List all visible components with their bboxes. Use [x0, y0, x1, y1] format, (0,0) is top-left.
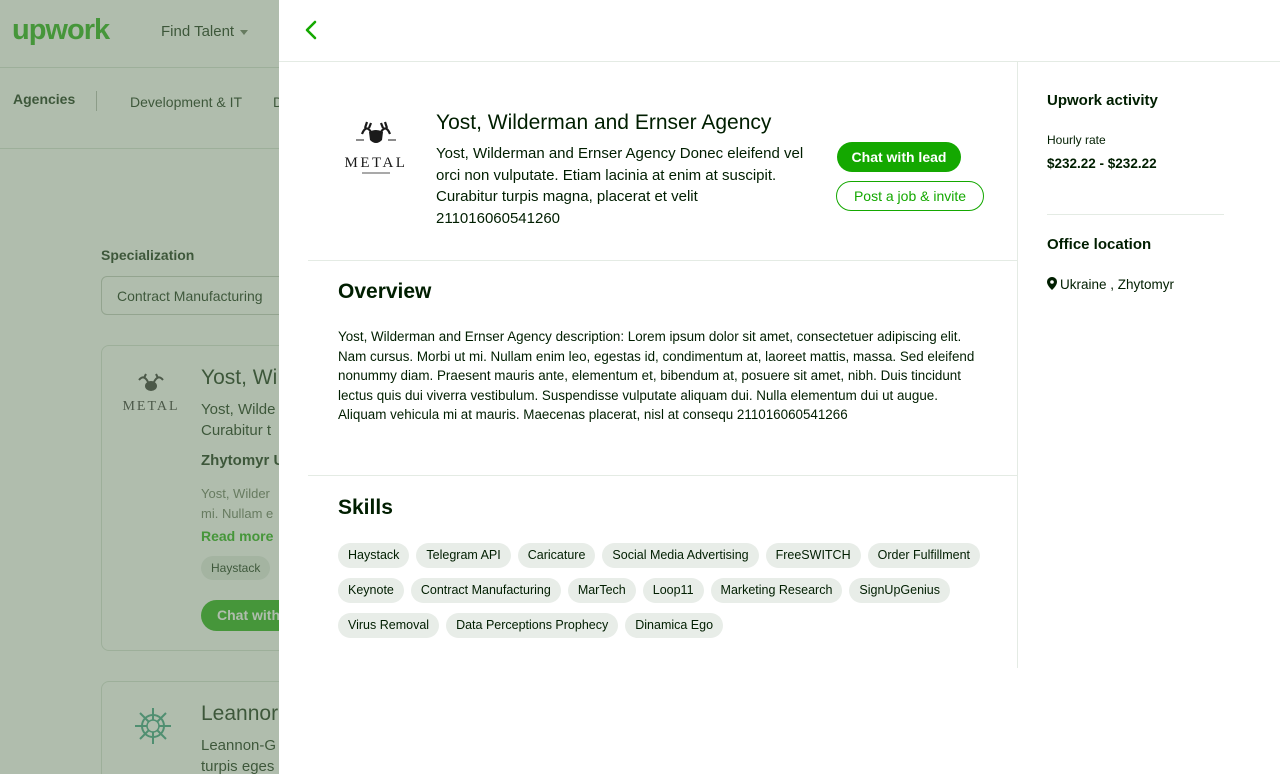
skill-chip[interactable]: Contract Manufacturing: [411, 578, 561, 603]
skill-chip[interactable]: Marketing Research: [711, 578, 843, 603]
skills-heading: Skills: [338, 496, 393, 519]
agency-detail-panel: [279, 0, 1280, 774]
skill-chip[interactable]: Virus Removal: [338, 613, 439, 638]
skill-chip[interactable]: Dinamica Ego: [625, 613, 723, 638]
hourly-rate-value: $232.22 - $232.22: [1047, 156, 1157, 171]
hourly-rate-label: Hourly rate: [1047, 133, 1106, 147]
overview-heading: Overview: [338, 280, 432, 303]
skill-chip[interactable]: Caricature: [518, 543, 596, 568]
agency-description: Yost, Wilderman and Ernser Agency Donec eleifend vel orci non vulputate. Etiam lacinia at enim at suscipit. Curabitur turpis magna, placerat et velit 211016060541260: [436, 145, 804, 227]
sidebar-divider: [1047, 214, 1224, 215]
skill-chip[interactable]: Social Media Advertising: [602, 543, 758, 568]
skill-chip[interactable]: SignUpGenius: [849, 578, 950, 603]
location-pin-icon: [1047, 277, 1057, 290]
agency-main-column: [308, 62, 1018, 668]
skill-chip[interactable]: Order Fulfillment: [868, 543, 980, 568]
office-location-heading: Office location: [1047, 236, 1152, 253]
agency-title: Yost, Wilderman and Ernser Agency: [436, 111, 772, 134]
agency-logo: [336, 110, 416, 190]
moose-logo-icon: [336, 110, 416, 190]
skill-chip[interactable]: Telegram API: [416, 543, 510, 568]
skill-chip[interactable]: MarTech: [568, 578, 636, 603]
upwork-activity-heading: Upwork activity: [1047, 92, 1158, 109]
chat-with-lead-button[interactable]: Chat with lead: [837, 142, 961, 172]
post-job-invite-button[interactable]: Post a job & invite: [836, 181, 984, 211]
skills-list: [338, 543, 998, 638]
agency-sidebar: [1018, 62, 1280, 668]
agency-logo-text: METAL: [344, 155, 408, 171]
skill-chip[interactable]: Keynote: [338, 578, 404, 603]
skill-chip[interactable]: Loop11: [643, 578, 704, 603]
section-divider: [308, 475, 1018, 476]
panel-top-bar: [279, 0, 1280, 62]
office-location-text: Ukraine , Zhytomyr: [1060, 277, 1175, 292]
overview-text: Yost, Wilderman and Ernser Agency description: Lorem ipsum dolor sit amet, consectetuer adipiscing elit. Nam cursus. Morbi ut mi. Nullam enim leo, egestas id, condimentum at, laoreet mattis, massa. Sed eleifend nonummy diam. Praesent mauris ante, elementum et, bibendum at, posuere sit amet, nibh. Duis tincidunt lectus quis dui viverra vestibulum. Suspendisse vulputate aliquam dui. Nulla elementum dui ut augue. Aliquam vehicula mi at mauris. Maecenas placerat, nisl at consequ 211016060541266: [338, 329, 975, 423]
office-location: [1047, 277, 1174, 292]
section-divider: [308, 260, 1018, 261]
skill-chip[interactable]: Haystack: [338, 543, 409, 568]
skill-chip[interactable]: FreeSWITCH: [766, 543, 861, 568]
back-arrow-icon[interactable]: [297, 16, 325, 44]
skill-chip[interactable]: Data Perceptions Prophecy: [446, 613, 618, 638]
